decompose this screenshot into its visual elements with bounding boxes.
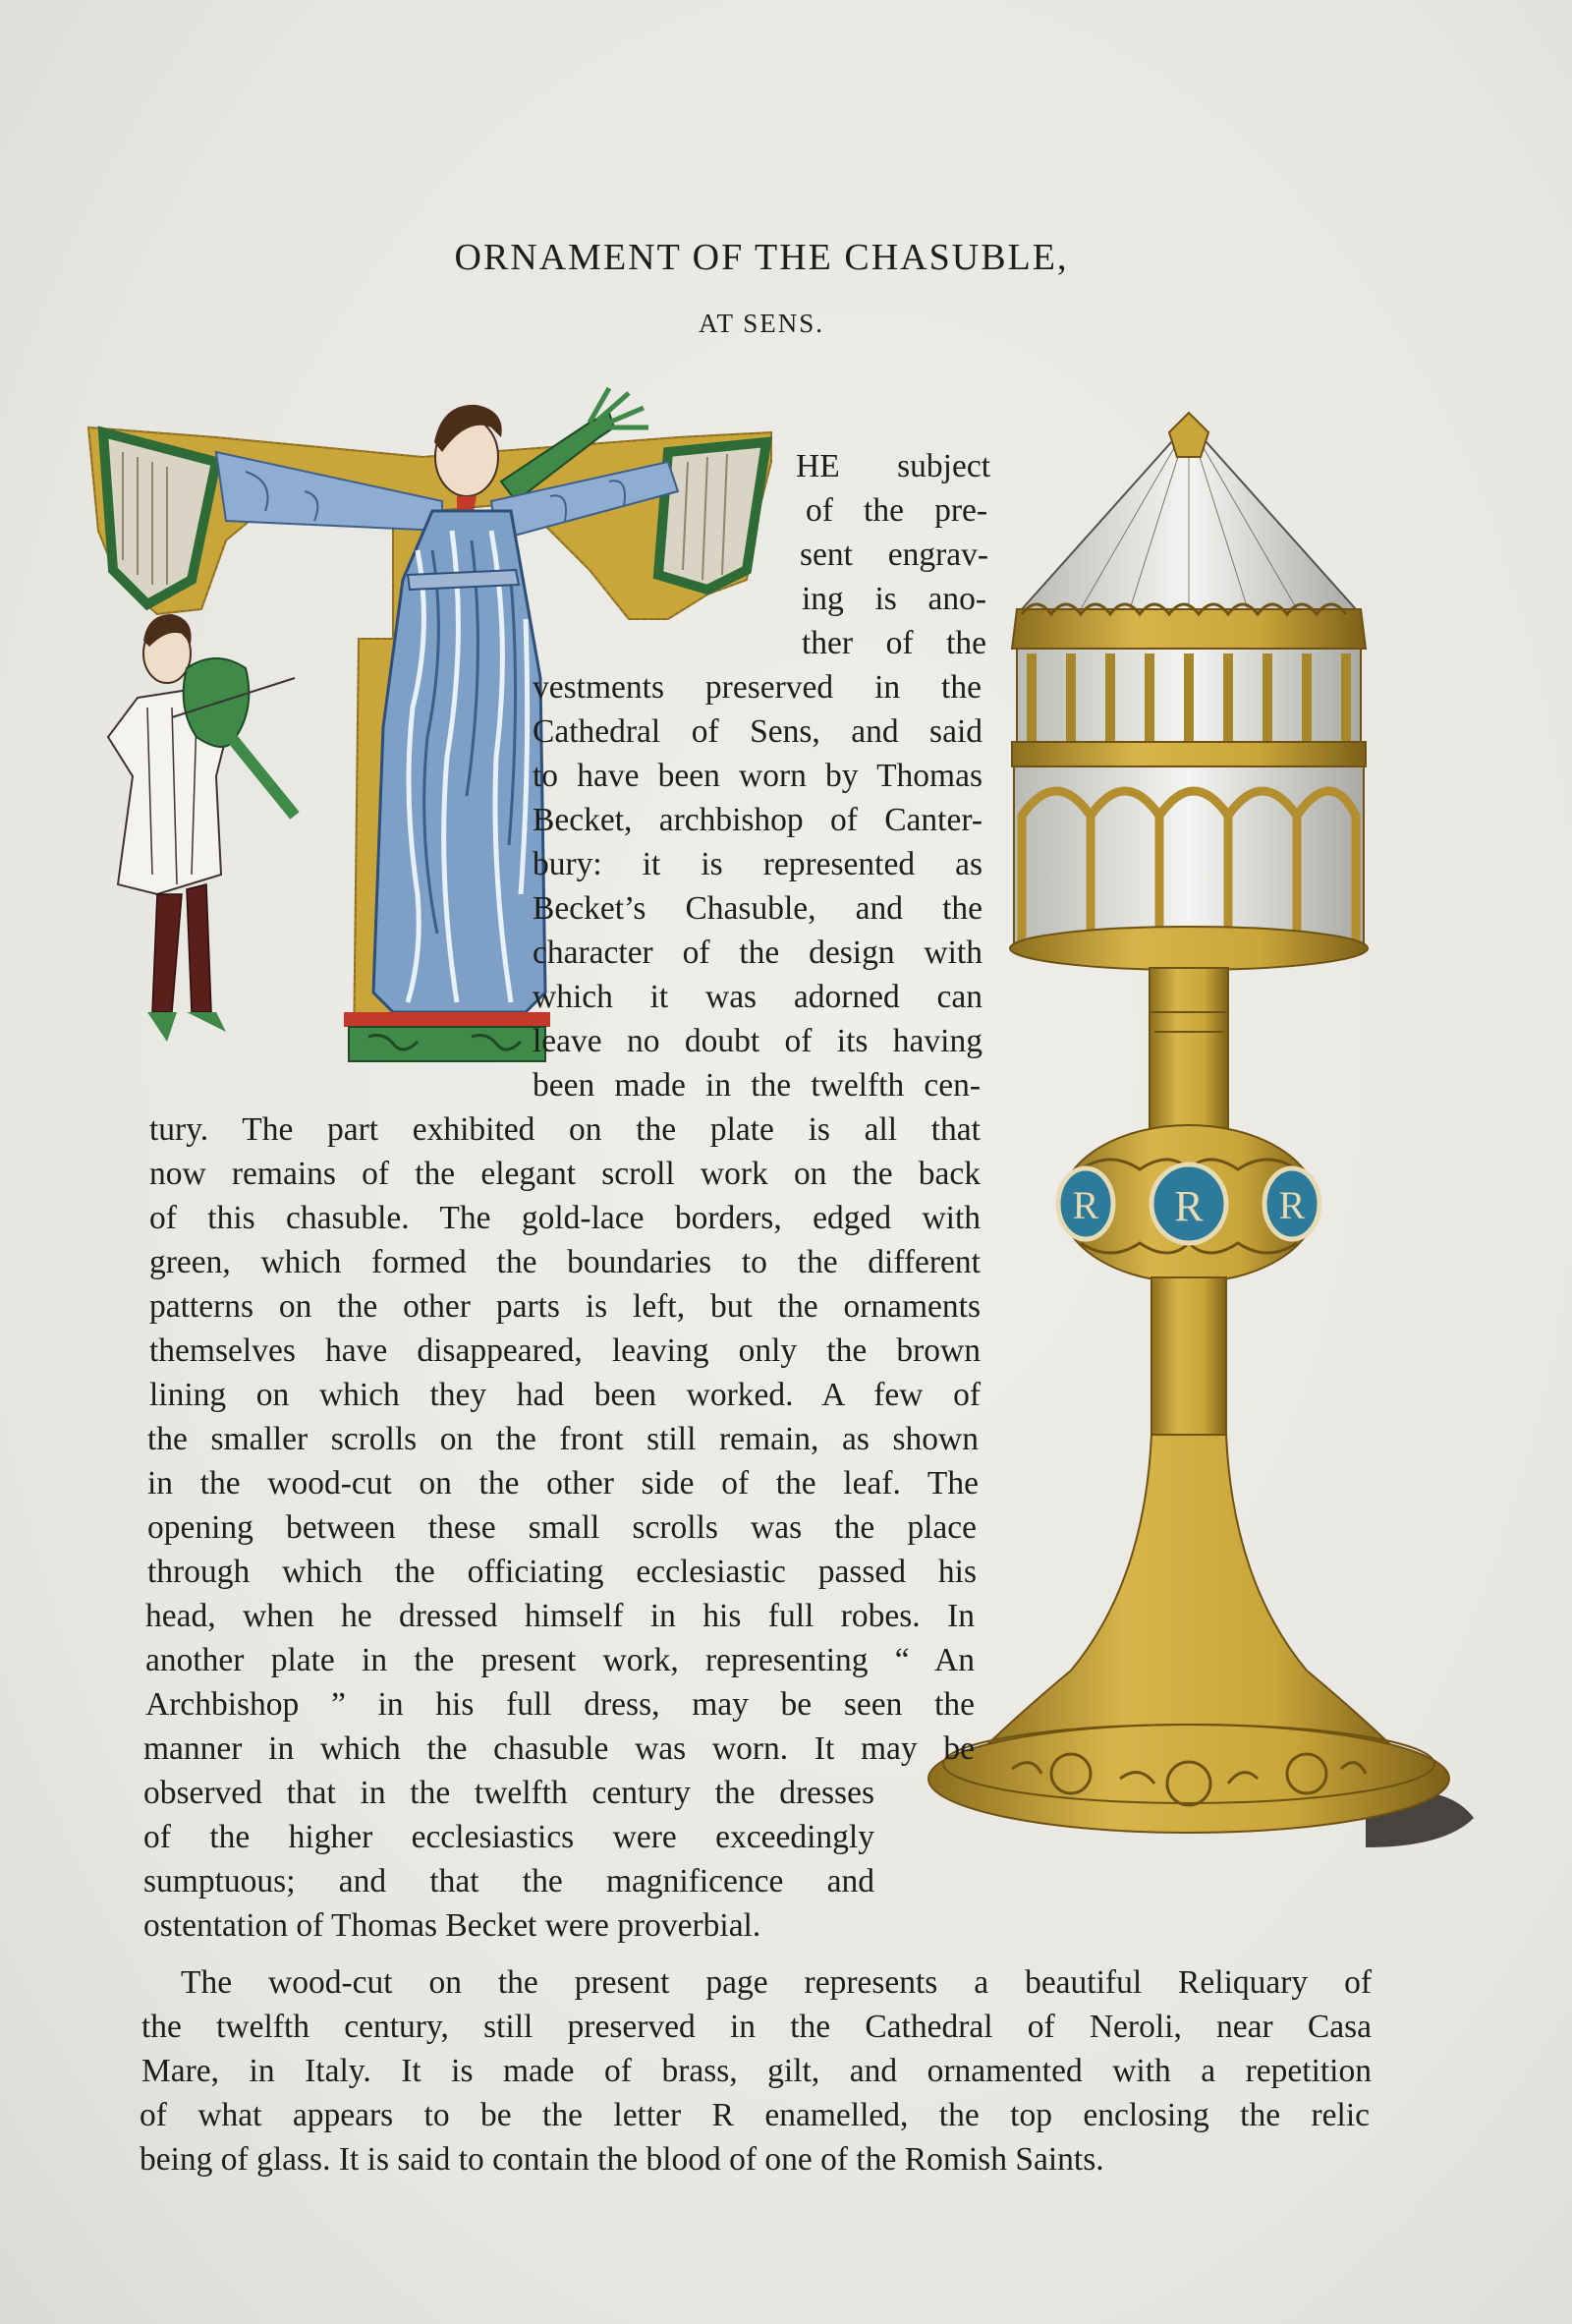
text-line: ing is ano- — [802, 581, 986, 617]
text-line: The wood-cut on the present page represents a beautiful Reliquary of — [181, 1964, 1372, 2001]
text-line: Cathedral of Sens, and said — [533, 713, 982, 750]
text-line: manner in which the chasuble was worn. It may be — [143, 1730, 975, 1767]
text-line: another plate in the present work, representing “ An — [145, 1642, 975, 1678]
text-line: themselves have disappeared, leaving only the brown — [149, 1332, 981, 1369]
text-line: patterns on the other parts is left, but the ornaments — [149, 1288, 981, 1325]
text-line: in the wood-cut on the other side of the leaf. The — [147, 1465, 979, 1502]
text-line: being of glass. It is said to contain the blood of one of the Romish Saints. — [140, 2141, 1104, 2178]
text-line: tury. The part exhibited on the plate is all that — [149, 1111, 981, 1148]
text-line: ostentation of Thomas Becket were proverbial. — [143, 1907, 761, 1944]
text-line: through which the officiating ecclesiastic passed his — [147, 1554, 977, 1590]
text-line: of this chasuble. The gold-lace borders, edged with — [149, 1200, 981, 1236]
text-line: lining on which they had been worked. A few of — [149, 1377, 981, 1413]
text-line: sumptuous; and that the magnificence and — [143, 1863, 874, 1899]
text-line: bury: it is represented as — [533, 846, 982, 882]
text-line: HE subject — [796, 448, 990, 484]
enamel-letter: R — [1278, 1183, 1306, 1227]
page-subtitle: AT SENS. — [698, 309, 825, 338]
text-line: been made in the twelfth cen- — [533, 1067, 981, 1104]
text-line: Becket’s Chasuble, and the — [533, 890, 982, 927]
text-line: opening between these small scrolls was the place — [147, 1509, 977, 1546]
page-title: ORNAMENT OF THE CHASUBLE, — [454, 237, 1069, 278]
text-line: the twelfth century, still preserved in the Cathedral of Neroli, near Casa — [141, 2009, 1372, 2045]
text-line: Becket, archbishop of Canter- — [533, 802, 982, 838]
text-line: sent engrav- — [800, 537, 988, 573]
text-line: head, when he dressed himself in his full robes. In — [145, 1598, 975, 1634]
text-line: the smaller scrolls on the front still remain, as shown — [147, 1421, 979, 1457]
text-line: of the higher ecclesiastics were exceedingly — [143, 1819, 874, 1855]
text-line: which it was adorned can — [533, 979, 982, 1015]
text-line: ther of the — [802, 625, 986, 661]
text-line: observed that in the twelfth century the dresses — [143, 1775, 874, 1811]
text-line: green, which formed the boundaries to the different — [149, 1244, 981, 1280]
text-line: to have been worn by Thomas — [533, 758, 982, 794]
enamel-letter: R — [1072, 1183, 1099, 1227]
text-line: of what appears to be the letter R enamelled, the top enclosing the relic — [140, 2097, 1370, 2133]
text-line: Mare, in Italy. It is made of brass, gilt, and ornamented with a repetition — [141, 2053, 1372, 2089]
enamel-letter: R — [1174, 1182, 1204, 1230]
text-line: leave no doubt of its having — [533, 1023, 982, 1059]
text-line: of the pre- — [806, 492, 987, 529]
text-line: character of the design with — [533, 935, 982, 971]
text-line: now remains of the elegant scroll work on the back — [149, 1156, 981, 1192]
text-line: Archbishop ” in his full dress, may be seen the — [145, 1686, 975, 1723]
text-line: vestments preserved in the — [533, 669, 982, 706]
